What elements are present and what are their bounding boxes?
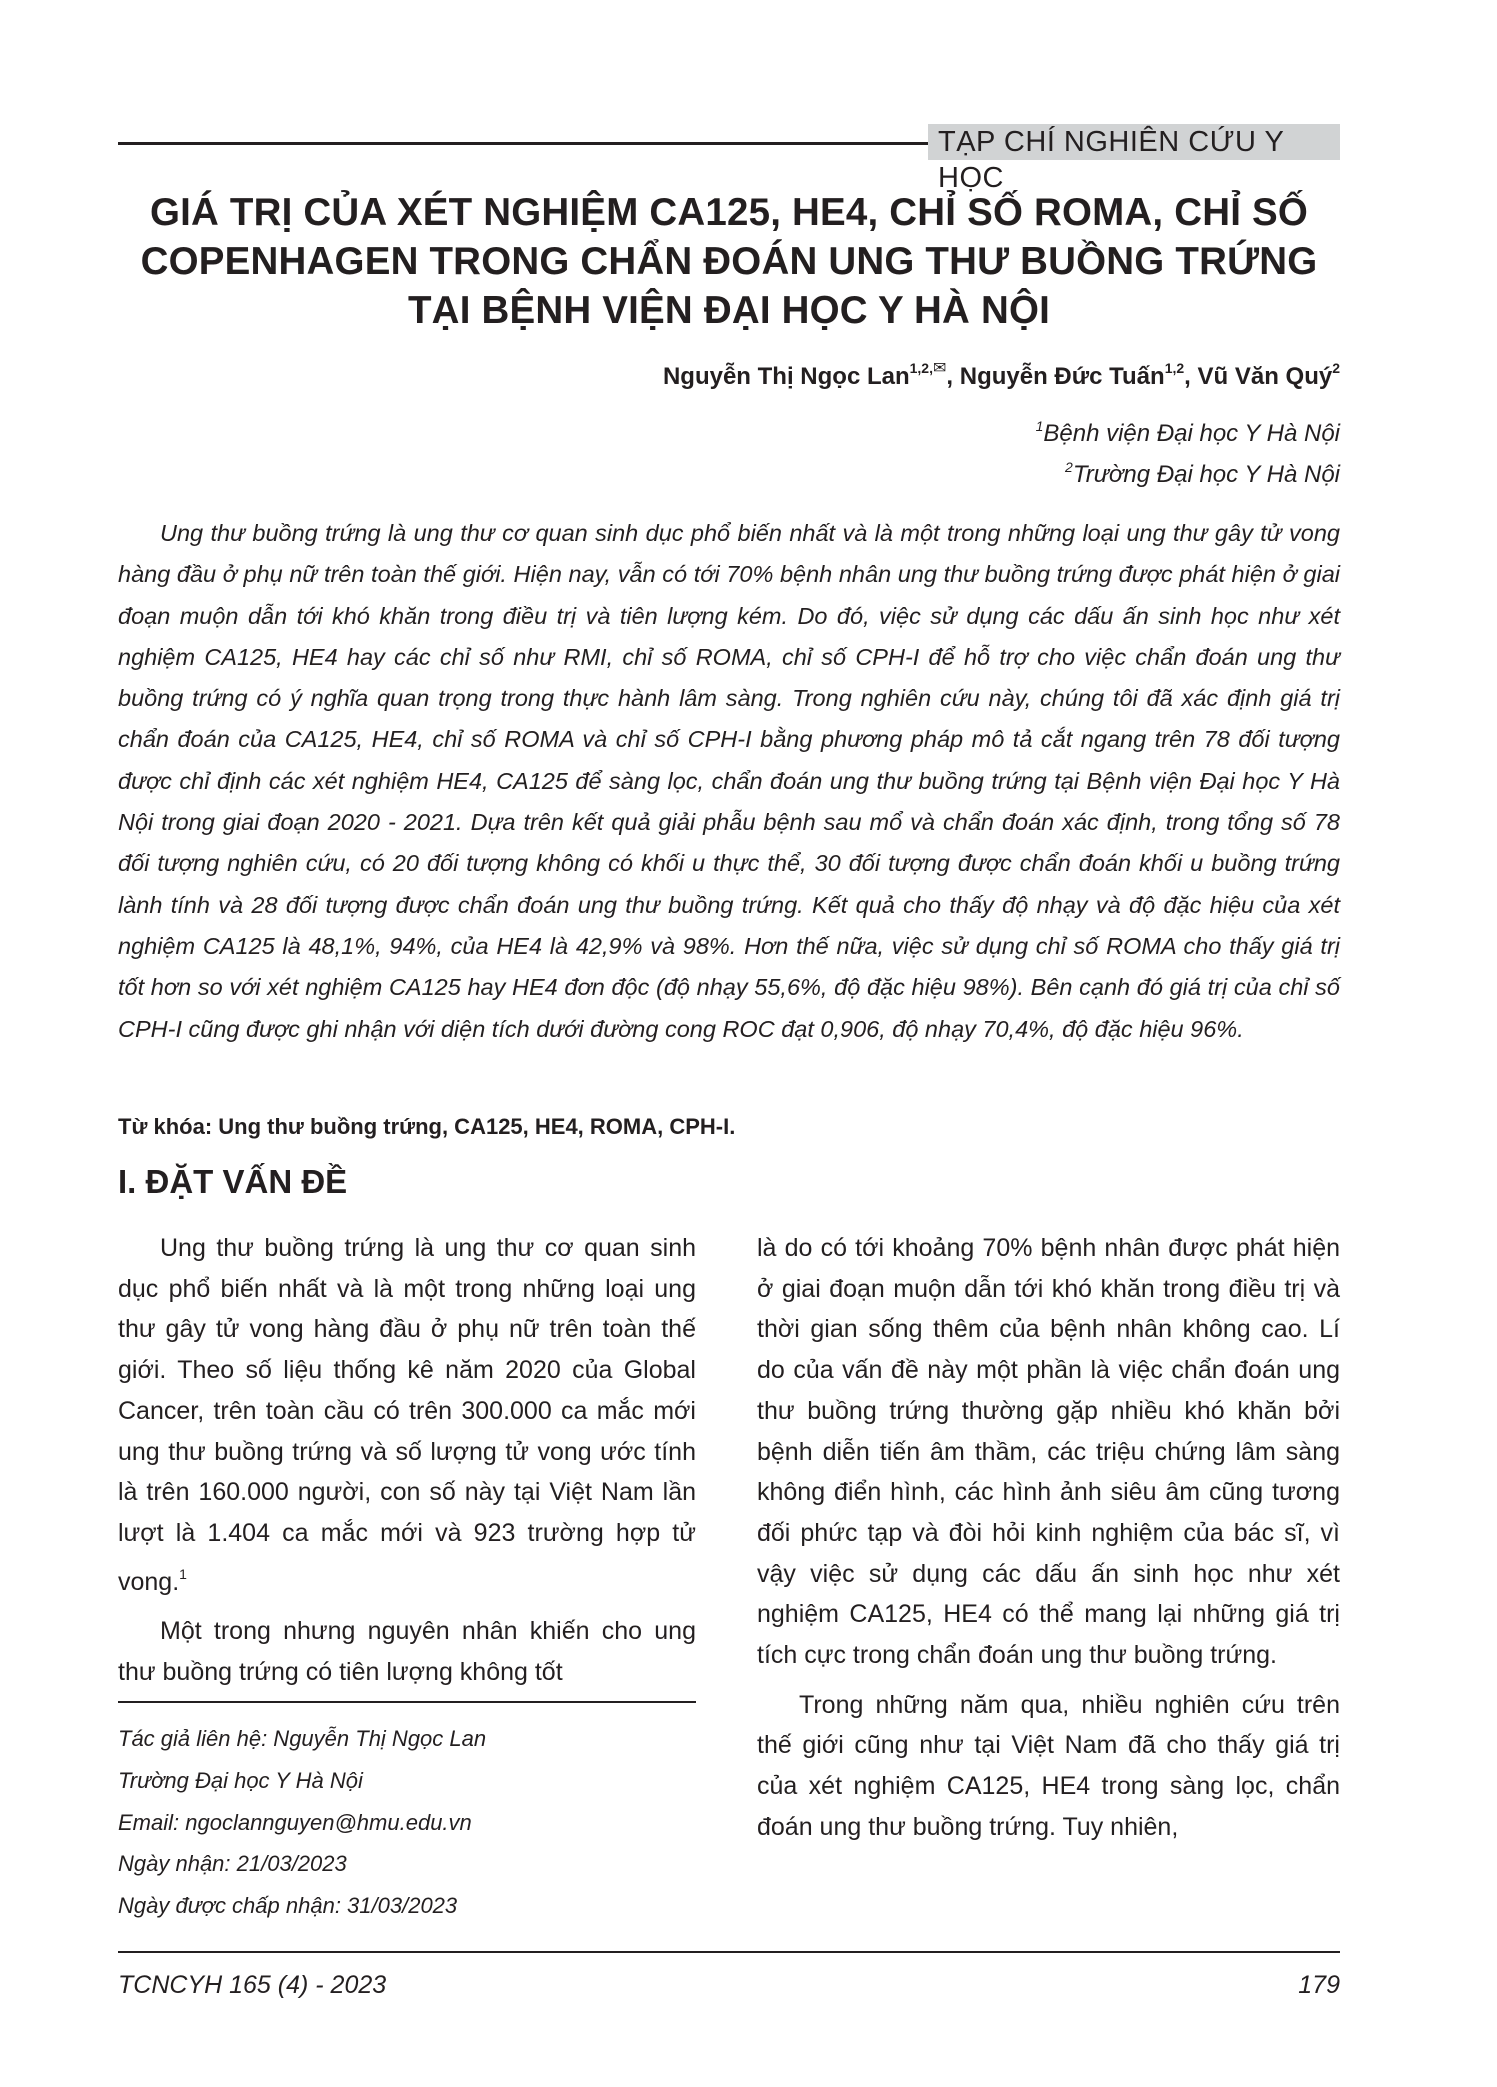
author-1-name: Nguyễn Thị Ngọc Lan	[662, 363, 910, 390]
affiliation-1-number: 1	[1035, 418, 1044, 434]
footnote-rule	[118, 1701, 696, 1703]
title-line-2: COPENHAGEN TRONG CHẨN ĐOÁN UNG THƯ BUỒNG TRỨNG	[140, 240, 1318, 283]
footer-page-number: 179	[1298, 1971, 1340, 1999]
author-separator: ,	[1184, 363, 1198, 390]
affiliation-2-name: Trường Đại học Y Hà Nội	[1072, 461, 1340, 488]
keywords: Từ khóa: Ung thư buồng trứng, CA125, HE4, ROMA, CPH-I.	[118, 1114, 736, 1139]
footnote-email: Email: ngoclannguyen@hmu.edu.vn	[118, 1809, 472, 1835]
body-paragraph-text: Ung thư buồng trứng là ung thư cơ quan sinh dục phổ biến nhất và là một trong những loại ung thư gây tử vong hàng đầu ở phụ nữ trên toàn thế giới. Theo số liệu thống kê năm 2020 của Global Cancer, trên toàn cầu có trên 300.000 ca mắc mới ung thư buồng trứng và số lượng tử vong ước tính là trên 160.000 người, con số này tại Việt Nam lần lượt là 1.404 ca mắc mới và 923 trường hợp tử vong.	[118, 1234, 696, 1596]
affiliation-2	[1065, 459, 1340, 489]
footer-rule	[118, 1951, 1340, 1953]
author-separator: ,	[946, 363, 960, 390]
author-list	[663, 358, 1340, 391]
reference-number: 1	[179, 1565, 187, 1582]
abstract: Ung thư buồng trứng là ung thư cơ quan sinh dục phổ biến nhất và là một trong những loại ung thư gây tử vong hàng đầu ở phụ nữ trên toàn thế giới. Hiện nay, vẫn có tới 70% bệnh nhân ung thư buồng trứng được phát hiện ở giai đoạn muộn dẫn tới khó khăn trong điều trị và tiên lượng kém. Do đó, việc sử dụng các dấu ấn sinh học như xét nghiệm CA125, HE4 hay các chỉ số như RMI, chỉ số ROMA, chỉ số CPH-I để hỗ trợ cho việc chẩn đoán ung thư buồng trứng có ý nghĩa quan trọng trong thực hành lâm sàng. Trong nghiên cứu này, chúng tôi đã xác định giá trị chẩn đoán của CA125, HE4, chỉ số ROMA và chỉ số CPH-I bằng phương pháp mô tả cắt ngang trên 78 đối tượng được chỉ định các xét nghiệm HE4, CA125 để sàng lọc, chẩn đoán ung thư buồng trứng tại Bệnh viện Đại học Y Hà Nội trong giai đoạn 2020 - 2021. Dựa trên kết quả giải phẫu bệnh sau mổ và chẩn đoán xác định, trong tổng số 78 đối tượng nghiên cứu, có 20 đối tượng không có khối u thực thể, 30 đối tượng được chẩn đoán khối u buồng trứng lành tính và 28 đối tượng được chẩn đoán ung thư buồng trứng. Kết quả cho thấy độ nhạy và độ đặc hiệu của xét nghiệm CA125 là 48,1%, 94%, của HE4 là 42,9% và 98%. Hơn thế nữa, việc sử dụng chỉ số ROMA cho thấy giá trị tốt hơn so với xét nghiệm CA125 hay HE4 đơn độc (độ nhạy 55,6%, độ đặc hiệu 98%). Bên cạnh đó giá trị của chỉ số CPH-I cũng được ghi nhận với diện tích dưới đường cong ROC đạt 0,906, độ nhạy 70,4%, độ đặc hiệu 96%.	[118, 520, 1340, 1042]
footnote-accepted: Ngày được chấp nhận: 31/03/2023	[118, 1893, 458, 1919]
body-column-left	[118, 1228, 696, 1693]
affiliation-1-name: Bệnh viện Đại học Y Hà Nội	[1043, 420, 1340, 447]
footer-journal-issue: TCNCYH 165 (4) - 2023	[118, 1971, 387, 1999]
body-paragraph	[118, 1228, 696, 1602]
author-2-affiliation: 1,2	[1164, 360, 1185, 376]
journal-tag: TẠP CHÍ NGHIÊN CỨU Y HỌC	[928, 124, 1340, 160]
footnote-contact: Tác giả liên hệ: Nguyễn Thị Ngọc Lan	[118, 1726, 487, 1751]
title-line-3: TẠI BỆNH VIỆN ĐẠI HỌC Y HÀ NỘI	[407, 289, 1051, 332]
body-column-right	[757, 1228, 1340, 1848]
body-paragraph: Trong những năm qua, nhiều nghiên cứu trên thế giới cũng như tại Việt Nam đã cho thấy giá trị của xét nghiệm CA125, HE4 trong sàng lọc, chẩn đoán ung thư buồng trứng. Tuy nhiên,	[757, 1690, 1340, 1841]
author-3-affiliation: 2	[1332, 360, 1340, 376]
footnote	[118, 1718, 696, 1927]
body-paragraph: là do có tới khoảng 70% bệnh nhân được phát hiện ở giai đoạn muộn dẫn tới khó khăn trong điều trị và thời gian sống thêm của bệnh nhân không cao. Lí do của vấn đề này một phần là việc chẩn đoán ung thư buồng trứng thường gặp nhiều khó khăn bởi bệnh diễn tiến âm thầm, các triệu chứng lâm sàng không điển hình, các hình ảnh siêu âm cũng tương đối phức tạp và đòi hỏi kinh nghiệm của bác sĩ, vì vậy việc sử dụng các dấu ấn sinh học như xét nghiệm CA125, HE4 có thể mang lại những giá trị tích cực trong chẩn đoán ung thư buồng trứng.	[757, 1234, 1340, 1670]
author-1-affiliation: 1,2,	[909, 360, 933, 376]
footnote-institution: Trường Đại học Y Hà Nội	[118, 1767, 363, 1793]
title-line-1: GIÁ TRỊ CỦA XÉT NGHIỆM CA125, HE4, CHỈ SỐ ROMA, CHỈ SỐ	[149, 191, 1309, 234]
affiliation-1	[1036, 418, 1340, 448]
footnote-received: Ngày nhận: 21/03/2023	[118, 1851, 347, 1877]
article-title	[118, 188, 1340, 335]
envelope-icon: ✉	[932, 360, 947, 377]
affiliation-2-number: 2	[1065, 459, 1073, 475]
author-2-name: Nguyễn Đức Tuấn	[959, 363, 1165, 390]
author-3-name: Vũ Văn Quý	[1197, 363, 1333, 390]
section-heading: I. ĐẶT VẤN ĐỀ	[118, 1163, 348, 1200]
header-rule	[118, 142, 938, 145]
body-paragraph: Một trong nhưng nguyên nhân khiến cho ung thư buồng trứng có tiên lượng không tốt	[118, 1617, 696, 1687]
